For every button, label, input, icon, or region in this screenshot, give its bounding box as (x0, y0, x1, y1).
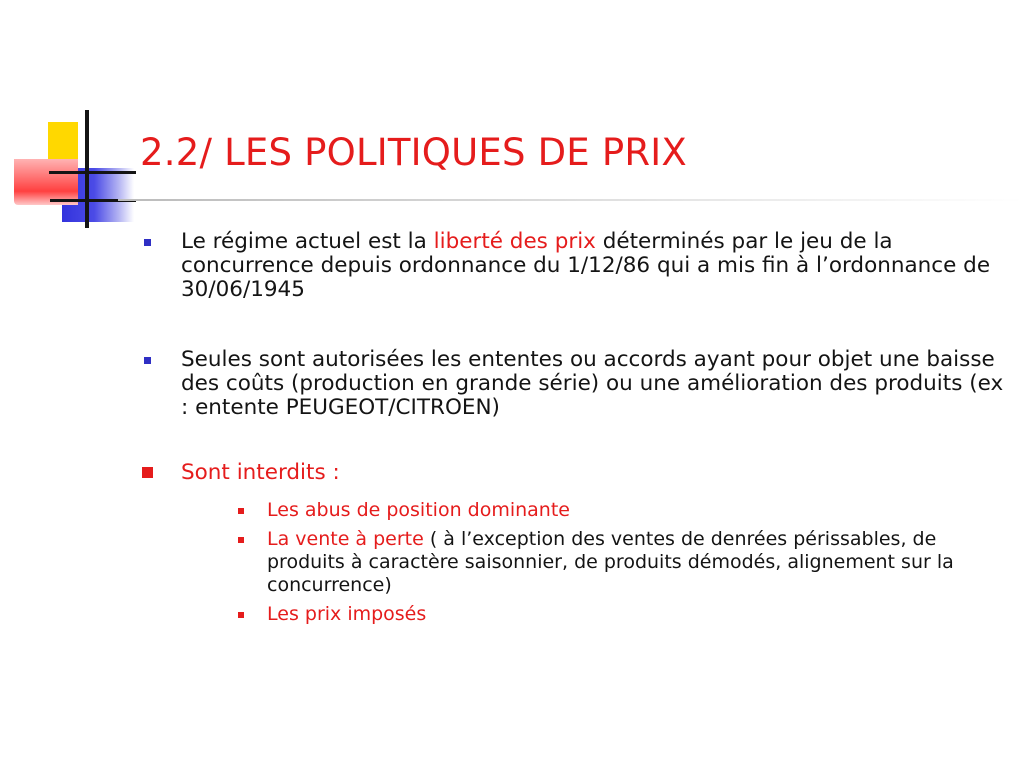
bullet-item (140, 348, 1010, 420)
sub-bullet-list (181, 499, 1010, 626)
highlight-text: La vente à perte (267, 528, 424, 550)
sub-bullet-item (227, 603, 1010, 626)
vertical-line-decoration (85, 110, 89, 228)
title-underline (118, 199, 1024, 201)
bullet-item (140, 230, 1010, 302)
bullet-item (140, 461, 1010, 626)
square-bullet-icon (238, 508, 244, 514)
slide-title: 2.2/ LES POLITIQUES DE PRIX (140, 131, 687, 174)
corner-decoration (0, 0, 160, 240)
bullet-text: Sont interdits : (181, 460, 340, 485)
sub-bullet-item (227, 499, 1010, 522)
square-bullet-icon (142, 467, 153, 478)
highlight-text: Les abus de position dominante (267, 499, 570, 521)
square-bullet-icon (144, 239, 151, 246)
highlight-text: Les prix imposés (267, 603, 427, 625)
highlight-text: liberté des prix (433, 229, 596, 254)
horizontal-line-decoration (49, 171, 136, 174)
bullet-text: déterminés par le jeu de la concurrence depuis ordonnance du 1/12/86 qui a mis fin à l’ordonnance de 30/06/1945 (181, 229, 991, 302)
bullet-text: Seules sont autorisées les ententes ou accords ayant pour objet une baisse des coûts (production en grande série) ou une amélioration des produits (ex : entente PEUGEOT/CITROEN) (181, 347, 1004, 420)
square-bullet-icon (238, 537, 244, 543)
square-bullet-icon (144, 357, 151, 364)
square-bullet-icon (238, 612, 244, 618)
sub-bullet-text: ( à l’exception des ventes de denrées périssables, de produits à caractère saisonnier, de produits démodés, alignement sur la concurrence) (267, 528, 954, 596)
bullet-list (140, 230, 1010, 632)
yellow-square-decoration (48, 122, 78, 162)
sub-bullet-item (227, 528, 1010, 597)
bullet-text: Le régime actuel est la (181, 229, 434, 254)
